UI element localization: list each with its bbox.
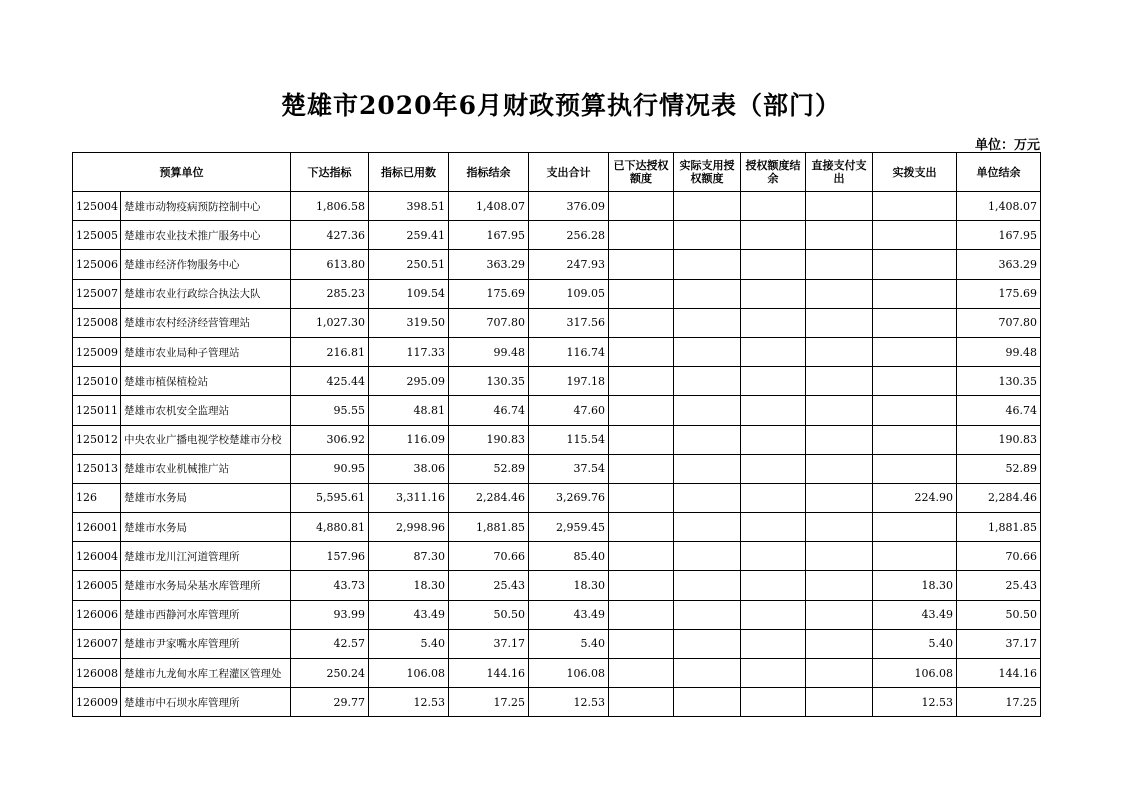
cell-auth-quota (609, 308, 674, 337)
cell-unit-balance: 37.17 (957, 629, 1041, 658)
cell-auth-quota (609, 396, 674, 425)
cell-balance: 50.50 (449, 600, 529, 629)
cell-actual-auth (674, 425, 741, 454)
cell-unit-balance: 99.48 (957, 337, 1041, 366)
cell-auth-quota (609, 279, 674, 308)
cell-total-exp: 109.05 (529, 279, 609, 308)
cell-auth-balance (741, 221, 806, 250)
table-row (73, 396, 1041, 425)
cell-actual-alloc (873, 396, 957, 425)
cell-balance: 144.16 (449, 659, 529, 688)
cell-code: 125006 (73, 250, 121, 279)
cell-name: 楚雄市动物疫病预防控制中心 (121, 192, 291, 221)
cell-unit-balance: 25.43 (957, 571, 1041, 600)
cell-auth-quota (609, 659, 674, 688)
cell-balance: 52.89 (449, 454, 529, 483)
cell-total-exp: 47.60 (529, 396, 609, 425)
cell-actual-auth (674, 279, 741, 308)
cell-auth-balance (741, 337, 806, 366)
cell-issued: 285.23 (291, 279, 369, 308)
cell-total-exp: 2,959.45 (529, 513, 609, 542)
table-row (73, 542, 1041, 571)
cell-total-exp: 247.93 (529, 250, 609, 279)
cell-issued: 306.92 (291, 425, 369, 454)
cell-used: 43.49 (369, 600, 449, 629)
cell-direct-pay (806, 425, 873, 454)
cell-actual-auth (674, 454, 741, 483)
cell-code: 125008 (73, 308, 121, 337)
cell-actual-alloc: 18.30 (873, 571, 957, 600)
cell-unit-balance: 2,284.46 (957, 483, 1041, 512)
cell-code: 126009 (73, 688, 121, 717)
cell-name: 楚雄市水务局 (121, 483, 291, 512)
cell-used: 250.51 (369, 250, 449, 279)
cell-unit-balance: 52.89 (957, 454, 1041, 483)
cell-balance: 99.48 (449, 337, 529, 366)
cell-code: 125011 (73, 396, 121, 425)
cell-unit-balance: 46.74 (957, 396, 1041, 425)
cell-balance: 17.25 (449, 688, 529, 717)
budget-table (72, 152, 1041, 717)
cell-direct-pay (806, 688, 873, 717)
table-row (73, 629, 1041, 658)
cell-auth-quota (609, 192, 674, 221)
cell-code: 126005 (73, 571, 121, 600)
table-row (73, 337, 1041, 366)
cell-used: 319.50 (369, 308, 449, 337)
cell-direct-pay (806, 367, 873, 396)
cell-issued: 42.57 (291, 629, 369, 658)
cell-used: 116.09 (369, 425, 449, 454)
cell-name: 楚雄市水务局朵基水库管理所 (121, 571, 291, 600)
cell-used: 106.08 (369, 659, 449, 688)
cell-direct-pay (806, 221, 873, 250)
header-actual-alloc: 实拨支出 (873, 153, 957, 192)
cell-code: 125004 (73, 192, 121, 221)
cell-total-exp: 106.08 (529, 659, 609, 688)
cell-total-exp: 5.40 (529, 629, 609, 658)
table-row (73, 250, 1041, 279)
cell-used: 3,311.16 (369, 483, 449, 512)
cell-issued: 427.36 (291, 221, 369, 250)
cell-unit-balance: 1,408.07 (957, 192, 1041, 221)
cell-auth-quota (609, 221, 674, 250)
cell-name: 楚雄市植保植检站 (121, 367, 291, 396)
cell-total-exp: 256.28 (529, 221, 609, 250)
cell-code: 125005 (73, 221, 121, 250)
cell-used: 398.51 (369, 192, 449, 221)
cell-issued: 1,806.58 (291, 192, 369, 221)
table-row (73, 192, 1041, 221)
table-row (73, 571, 1041, 600)
cell-direct-pay (806, 629, 873, 658)
cell-issued: 95.55 (291, 396, 369, 425)
cell-actual-alloc: 12.53 (873, 688, 957, 717)
cell-actual-auth (674, 337, 741, 366)
cell-actual-alloc (873, 513, 957, 542)
cell-balance: 167.95 (449, 221, 529, 250)
cell-used: 48.81 (369, 396, 449, 425)
cell-used: 259.41 (369, 221, 449, 250)
cell-total-exp: 317.56 (529, 308, 609, 337)
cell-actual-alloc (873, 192, 957, 221)
cell-auth-quota (609, 367, 674, 396)
cell-issued: 90.95 (291, 454, 369, 483)
cell-name: 楚雄市农业局种子管理站 (121, 337, 291, 366)
cell-name: 楚雄市尹家嘴水库管理所 (121, 629, 291, 658)
cell-balance: 707.80 (449, 308, 529, 337)
table-row (73, 600, 1041, 629)
cell-auth-balance (741, 367, 806, 396)
cell-unit-balance: 50.50 (957, 600, 1041, 629)
header-issued: 下达指标 (291, 153, 369, 192)
cell-balance: 363.29 (449, 250, 529, 279)
cell-name: 楚雄市水务局 (121, 513, 291, 542)
table-row (73, 367, 1041, 396)
cell-total-exp: 37.54 (529, 454, 609, 483)
cell-code: 126007 (73, 629, 121, 658)
cell-total-exp: 376.09 (529, 192, 609, 221)
cell-auth-quota (609, 337, 674, 366)
cell-actual-alloc: 106.08 (873, 659, 957, 688)
cell-auth-quota (609, 513, 674, 542)
cell-code: 125010 (73, 367, 121, 396)
cell-code: 126 (73, 483, 121, 512)
cell-unit-balance: 167.95 (957, 221, 1041, 250)
cell-actual-auth (674, 542, 741, 571)
cell-used: 18.30 (369, 571, 449, 600)
cell-unit-balance: 17.25 (957, 688, 1041, 717)
cell-direct-pay (806, 542, 873, 571)
cell-code: 126006 (73, 600, 121, 629)
cell-direct-pay (806, 396, 873, 425)
cell-code: 126004 (73, 542, 121, 571)
cell-auth-balance (741, 600, 806, 629)
cell-actual-alloc (873, 542, 957, 571)
cell-balance: 175.69 (449, 279, 529, 308)
cell-direct-pay (806, 250, 873, 279)
cell-total-exp: 3,269.76 (529, 483, 609, 512)
cell-name: 楚雄市经济作物服务中心 (121, 250, 291, 279)
cell-name: 楚雄市龙川江河道管理所 (121, 542, 291, 571)
cell-used: 109.54 (369, 279, 449, 308)
cell-actual-auth (674, 600, 741, 629)
cell-actual-auth (674, 221, 741, 250)
table-row (73, 454, 1041, 483)
cell-auth-balance (741, 454, 806, 483)
cell-actual-auth (674, 629, 741, 658)
cell-used: 117.33 (369, 337, 449, 366)
cell-issued: 157.96 (291, 542, 369, 571)
cell-auth-quota (609, 542, 674, 571)
cell-unit-balance: 130.35 (957, 367, 1041, 396)
cell-code: 125012 (73, 425, 121, 454)
cell-balance: 70.66 (449, 542, 529, 571)
table-row (73, 513, 1041, 542)
cell-issued: 5,595.61 (291, 483, 369, 512)
header-unit-balance: 单位结余 (957, 153, 1041, 192)
cell-total-exp: 18.30 (529, 571, 609, 600)
cell-name: 楚雄市农业行政综合执法大队 (121, 279, 291, 308)
cell-used: 2,998.96 (369, 513, 449, 542)
cell-direct-pay (806, 571, 873, 600)
cell-balance: 1,408.07 (449, 192, 529, 221)
cell-actual-auth (674, 659, 741, 688)
table-row (73, 483, 1041, 512)
cell-name: 楚雄市农业机械推广站 (121, 454, 291, 483)
cell-balance: 25.43 (449, 571, 529, 600)
table-body (73, 192, 1041, 717)
table-row (73, 221, 1041, 250)
cell-used: 5.40 (369, 629, 449, 658)
cell-code: 126001 (73, 513, 121, 542)
cell-actual-alloc (873, 279, 957, 308)
cell-actual-auth (674, 688, 741, 717)
header-used: 指标已用数 (369, 153, 449, 192)
table-row (73, 425, 1041, 454)
cell-auth-balance (741, 396, 806, 425)
cell-total-exp: 197.18 (529, 367, 609, 396)
cell-actual-alloc (873, 221, 957, 250)
cell-direct-pay (806, 308, 873, 337)
cell-auth-quota (609, 483, 674, 512)
cell-issued: 250.24 (291, 659, 369, 688)
cell-total-exp: 115.54 (529, 425, 609, 454)
cell-issued: 93.99 (291, 600, 369, 629)
cell-direct-pay (806, 192, 873, 221)
cell-auth-balance (741, 425, 806, 454)
cell-actual-auth (674, 308, 741, 337)
header-direct-pay: 直接支付支出 (806, 153, 873, 192)
header-row (73, 153, 1041, 192)
cell-actual-auth (674, 192, 741, 221)
cell-name: 楚雄市农机安全监理站 (121, 396, 291, 425)
cell-balance: 2,284.46 (449, 483, 529, 512)
cell-name: 楚雄市九龙甸水库工程灌区管理处 (121, 659, 291, 688)
cell-total-exp: 85.40 (529, 542, 609, 571)
cell-actual-alloc: 43.49 (873, 600, 957, 629)
cell-actual-alloc (873, 425, 957, 454)
cell-auth-balance (741, 629, 806, 658)
cell-issued: 425.44 (291, 367, 369, 396)
cell-auth-balance (741, 571, 806, 600)
cell-auth-balance (741, 279, 806, 308)
cell-actual-alloc: 224.90 (873, 483, 957, 512)
header-total-exp: 支出合计 (529, 153, 609, 192)
cell-direct-pay (806, 454, 873, 483)
header-auth-quota: 已下达授权额度 (609, 153, 674, 192)
cell-code: 126008 (73, 659, 121, 688)
cell-auth-quota (609, 425, 674, 454)
cell-auth-balance (741, 250, 806, 279)
cell-direct-pay (806, 337, 873, 366)
cell-auth-quota (609, 688, 674, 717)
cell-issued: 216.81 (291, 337, 369, 366)
cell-unit-balance: 190.83 (957, 425, 1041, 454)
cell-auth-quota (609, 571, 674, 600)
cell-actual-alloc (873, 308, 957, 337)
cell-name: 楚雄市中石坝水库管理所 (121, 688, 291, 717)
table-row (73, 688, 1041, 717)
cell-code: 125007 (73, 279, 121, 308)
cell-name: 楚雄市农村经济经营管理站 (121, 308, 291, 337)
cell-unit-balance: 363.29 (957, 250, 1041, 279)
table-row (73, 659, 1041, 688)
cell-unit-balance: 1,881.85 (957, 513, 1041, 542)
cell-unit-balance: 707.80 (957, 308, 1041, 337)
cell-issued: 613.80 (291, 250, 369, 279)
cell-balance: 37.17 (449, 629, 529, 658)
cell-auth-quota (609, 454, 674, 483)
cell-balance: 190.83 (449, 425, 529, 454)
cell-issued: 1,027.30 (291, 308, 369, 337)
cell-direct-pay (806, 513, 873, 542)
cell-unit-balance: 175.69 (957, 279, 1041, 308)
header-unit: 预算单位 (73, 153, 291, 192)
cell-balance: 1,881.85 (449, 513, 529, 542)
header-actual-auth: 实际支用授权额度 (674, 153, 741, 192)
unit-label: 单位：万元 (974, 138, 1040, 153)
cell-code: 125013 (73, 454, 121, 483)
cell-actual-auth (674, 483, 741, 512)
cell-auth-balance (741, 659, 806, 688)
cell-actual-alloc (873, 337, 957, 366)
cell-auth-balance (741, 542, 806, 571)
cell-auth-balance (741, 688, 806, 717)
cell-name: 楚雄市西静河水库管理所 (121, 600, 291, 629)
cell-total-exp: 12.53 (529, 688, 609, 717)
cell-issued: 29.77 (291, 688, 369, 717)
cell-used: 295.09 (369, 367, 449, 396)
cell-code: 125009 (73, 337, 121, 366)
cell-issued: 4,880.81 (291, 513, 369, 542)
cell-auth-balance (741, 483, 806, 512)
cell-actual-auth (674, 367, 741, 396)
cell-used: 38.06 (369, 454, 449, 483)
cell-auth-balance (741, 308, 806, 337)
cell-balance: 130.35 (449, 367, 529, 396)
cell-issued: 43.73 (291, 571, 369, 600)
cell-auth-balance (741, 513, 806, 542)
cell-used: 12.53 (369, 688, 449, 717)
table-row (73, 308, 1041, 337)
header-auth-balance: 授权额度结余 (741, 153, 806, 192)
cell-used: 87.30 (369, 542, 449, 571)
cell-balance: 46.74 (449, 396, 529, 425)
cell-actual-alloc: 5.40 (873, 629, 957, 658)
cell-direct-pay (806, 600, 873, 629)
cell-direct-pay (806, 279, 873, 308)
cell-auth-quota (609, 629, 674, 658)
cell-total-exp: 43.49 (529, 600, 609, 629)
cell-actual-auth (674, 396, 741, 425)
cell-unit-balance: 144.16 (957, 659, 1041, 688)
cell-auth-quota (609, 600, 674, 629)
cell-name: 中央农业广播电视学校楚雄市分校 (121, 425, 291, 454)
cell-name: 楚雄市农业技术推广服务中心 (121, 221, 291, 250)
header-balance: 指标结余 (449, 153, 529, 192)
cell-actual-auth (674, 571, 741, 600)
cell-direct-pay (806, 659, 873, 688)
page-title: 楚雄市2020年6月财政预算执行情况表（部门） (281, 91, 841, 120)
table-row (73, 279, 1041, 308)
cell-direct-pay (806, 483, 873, 512)
cell-unit-balance: 70.66 (957, 542, 1041, 571)
cell-auth-balance (741, 192, 806, 221)
cell-actual-alloc (873, 454, 957, 483)
cell-auth-quota (609, 250, 674, 279)
cell-total-exp: 116.74 (529, 337, 609, 366)
cell-actual-alloc (873, 367, 957, 396)
cell-actual-auth (674, 513, 741, 542)
cell-actual-auth (674, 250, 741, 279)
cell-actual-alloc (873, 250, 957, 279)
